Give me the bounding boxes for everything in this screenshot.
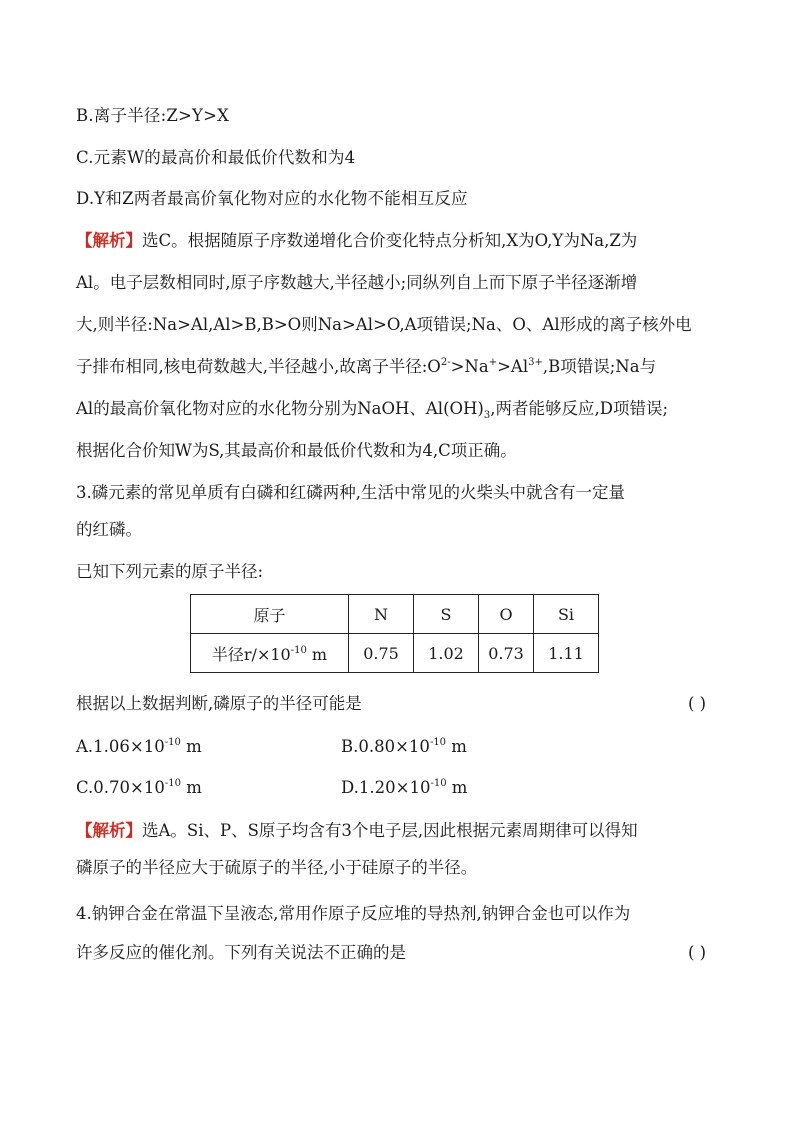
table-cell: N <box>349 595 414 634</box>
q2-analysis-line-5: Al的最高价氧化物对应的水化物分别为NaOH、$Al(OH)_3$,两者能够反应,D项错误; <box>76 399 669 421</box>
table-cell: 0.73 <box>479 634 534 673</box>
q2-analysis-line-4: 子排布相同,核电荷数越大,半径越小,故离子半径$:O^{2-}>Na^+>Al^{3+},B$项错误;Na与 <box>76 357 657 376</box>
table-row <box>191 634 599 673</box>
table-cell: 1.11 <box>534 634 599 673</box>
table-row-label: 半径$r/\times 10^{-10}$ m <box>191 634 349 673</box>
q2-analysis-line-3: 大,则半径:Na>Al,Al>B,B>O则Na>Al>O,A项错误;Na、O、Al形成的离子核外电 <box>76 315 692 334</box>
analysis-tag: 【解析】 <box>76 231 142 250</box>
q4-stem-line-1: 4.钠钾合金在常温下呈液态,常用作原子反应堆的导热剂,钠钾合金也可以作为 <box>76 904 631 923</box>
q3-question: 根据以上数据判断,磷原子的半径可能是 ( ) <box>76 692 724 716</box>
q3-option-c: $C.0.70\times 10^{-10}$ m <box>76 778 202 797</box>
q3-given-text: 已知下列元素的原子半径: <box>76 562 264 581</box>
table-cell: 0.75 <box>349 634 414 673</box>
q2-analysis-line-2: Al。电子层数相同时,原子序数越大,半径越小;同纵列自上而下原子半径逐渐增 <box>76 273 638 292</box>
q3-analysis-line-2: 磷原子的半径应大于硫原子的半径,小于硅原子的半径。 <box>76 858 478 877</box>
q3-analysis-line-1: 【解析】选A。Si、P、S原子均含有3个电子层,因此根据元素周期律可以得知 <box>76 821 638 840</box>
analysis-tag: 【解析】 <box>76 821 142 840</box>
q2-analysis-line-1: 【解析】选C。根据随原子序数递增化合价变化特点分析知,X为O,Y为Na,Z为 <box>76 231 638 250</box>
q3-stem-line-1: 3.磷元素的常见单质有白磷和红磷两种,生活中常见的火柴头中就含有一定量 <box>76 483 625 502</box>
answer-blank: ( ) <box>688 943 707 962</box>
q3-option-b: $B.0.80\times 10^{-10}$ m <box>341 737 467 756</box>
table-cell: 原子 <box>191 595 349 634</box>
answer-blank: ( ) <box>688 694 707 713</box>
q3-option-a: $A.1.06\times 10^{-10}$ m <box>76 737 202 756</box>
table-cell: O <box>479 595 534 634</box>
table-header-row <box>191 595 599 634</box>
atomic-radius-table <box>190 594 599 673</box>
q2-option-d: D.Y和Z两者最高价氧化物对应的水化物不能相互反应 <box>76 189 468 208</box>
q2-option-b: B.离子半径:Z>Y>X <box>76 106 230 125</box>
q4-stem-line-2: 许多反应的催化剂。下列有关说法不正确的是 ( ) <box>76 941 724 965</box>
table-cell: S <box>414 595 479 634</box>
table-cell: 1.02 <box>414 634 479 673</box>
q2-analysis-line-6: 根据化合价知W为S,其最高价和最低价代数和为4,C项正确。 <box>76 441 517 460</box>
q2-option-c: C.元素W的最高价和最低价代数和为4 <box>76 148 356 167</box>
q3-option-d: $D.1.20\times 10^{-10}$ m <box>341 778 468 797</box>
table-cell: Si <box>534 595 599 634</box>
q3-stem-line-2: 的红磷。 <box>76 520 142 539</box>
